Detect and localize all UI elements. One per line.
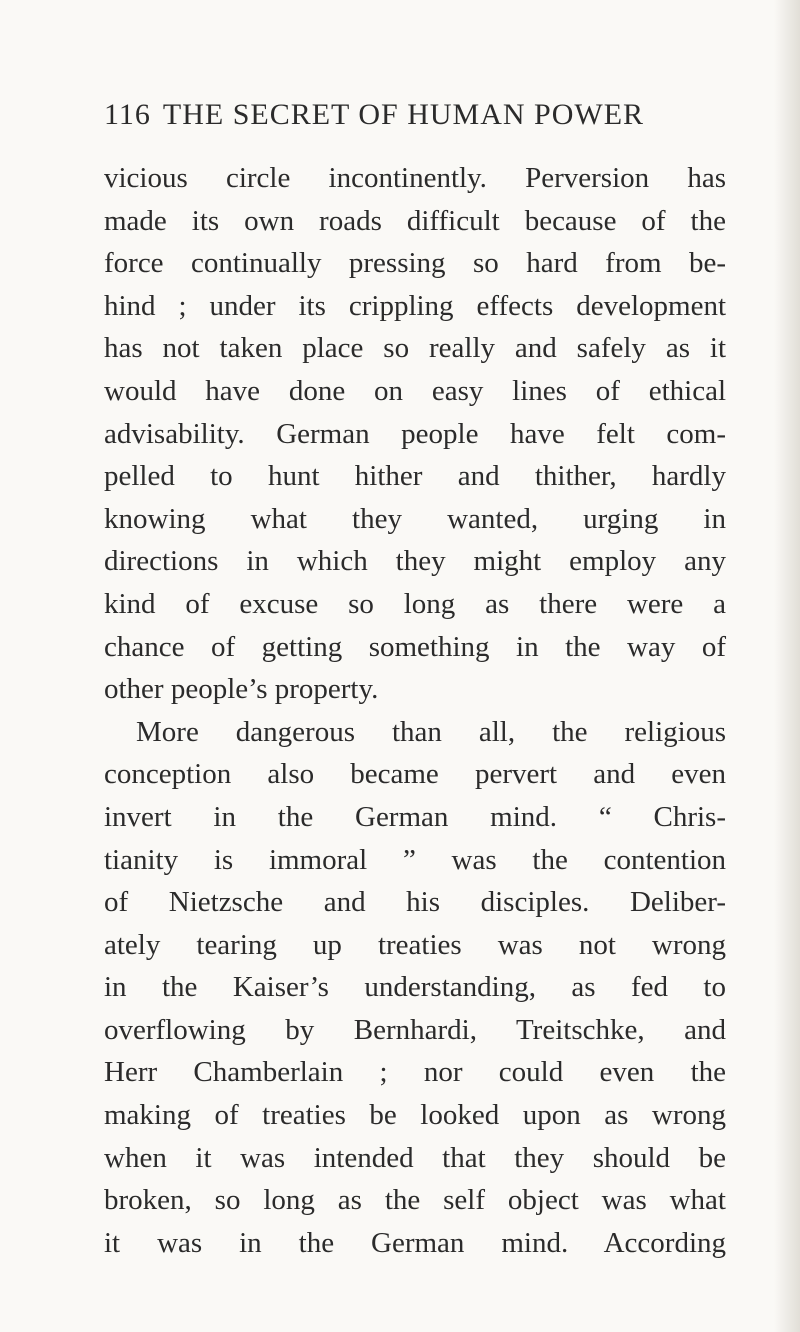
text-line: of Nietzsche and his disciples. Deliber- [104, 886, 726, 919]
text-line: made its own roads difficult because of the [104, 204, 726, 237]
text-line: broken, so long as the self object was what [104, 1184, 726, 1217]
text-line: in the Kaiser’s understanding, as fed to [104, 971, 726, 1004]
text-line: it was in the German mind. According [104, 1226, 726, 1259]
page-number: 116 [104, 98, 151, 131]
page-edge-shadow [774, 0, 800, 1332]
text-line: has not taken place so really and safely as it [104, 332, 726, 365]
text-line: overflowing by Bernhardi, Treitschke, and [104, 1013, 726, 1046]
text-line: knowing what they wanted, urging in [104, 502, 726, 535]
running-title: THE SECRET OF HUMAN POWER [162, 98, 645, 131]
text-line: chance of getting something in the way of [104, 630, 726, 663]
body-text [104, 157, 726, 1264]
paragraph-first-line: More dangerous than all, the religious [136, 715, 726, 748]
text-line: conception also became pervert and even [104, 758, 726, 791]
text-line: hind ; under its crippling effects development [104, 289, 726, 322]
text-line: pelled to hunt hither and thither, hardly [104, 460, 726, 493]
text-line: when it was intended that they should be [104, 1141, 726, 1174]
paragraph-last-line: other people’s property. [104, 673, 379, 706]
text-line: directions in which they might employ any [104, 545, 726, 578]
text-line: vicious circle incontinently. Perversion has [104, 162, 726, 194]
text-line: ately tearing up treaties was not wrong [104, 928, 726, 961]
text-line: Herr Chamberlain ; nor could even the [104, 1056, 726, 1089]
text-line: invert in the German mind. “ Chris- [104, 800, 726, 833]
text-line: kind of excuse so long as there were a [104, 587, 726, 620]
text-line: force continually pressing so hard from be- [104, 247, 726, 280]
text-line: making of treaties be looked upon as wrong [104, 1099, 726, 1132]
text-line: advisability. German people have felt com- [104, 417, 726, 450]
text-line: tianity is immoral ” was the contention [104, 843, 726, 876]
running-head [104, 95, 724, 135]
text-line: would have done on easy lines of ethical [104, 374, 726, 407]
